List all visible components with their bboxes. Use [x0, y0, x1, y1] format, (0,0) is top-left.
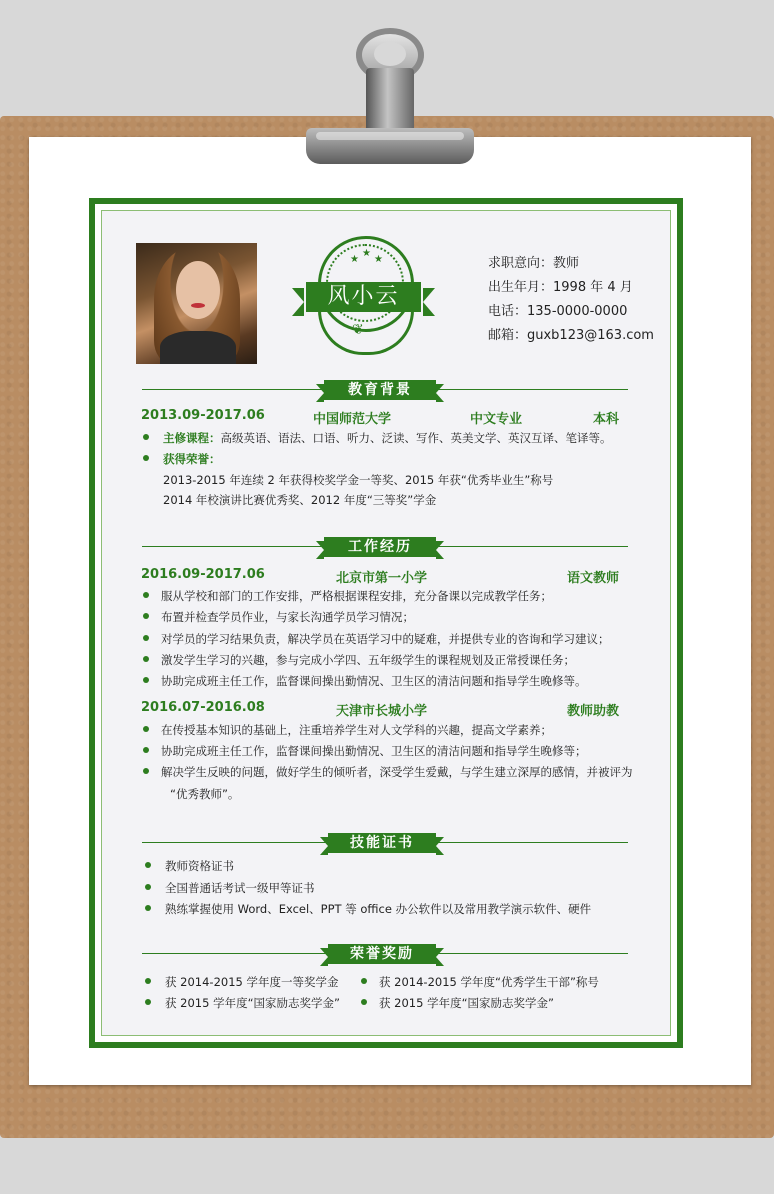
skill-item: 全国普通话考试一级甲等证书 — [165, 881, 315, 895]
bullet-icon — [143, 677, 149, 683]
bullet-icon — [145, 884, 151, 890]
bullet-icon — [143, 455, 149, 461]
job-item: 激发学生学习的兴趣，参与完成小学四、五年级学生的课程规划及正常授课任务； — [161, 653, 575, 667]
profile-photo — [136, 243, 257, 364]
bullet-icon — [145, 978, 151, 984]
bullet-icon — [361, 999, 367, 1005]
bullet-icon — [143, 592, 149, 598]
section-education — [316, 380, 444, 402]
bullet-icon — [145, 862, 151, 868]
section-title: 工作经历 — [324, 537, 436, 557]
bullet-icon — [145, 999, 151, 1005]
job-item: 协助完成班主任工作，监督课间操出勤情况、卫生区的清洁问题和指导学生晚修等。 — [161, 674, 587, 688]
personal-info — [488, 252, 654, 348]
job-item: 在传授基本知识的基础上，注重培养学生对人文学科的兴趣，提高文学素养； — [161, 723, 552, 737]
courses-row — [163, 430, 612, 446]
honor-item: 获 2014-2015 学年度“优秀学生干部”称号 — [379, 975, 599, 989]
birth-date: 出生年月：1998 年 4 月 — [488, 280, 633, 295]
skill-item: 熟练掌握使用 Word、Excel、PPT 等 office 办公软件以及常用教学演示软件、硬件 — [165, 902, 592, 916]
skill-item: 教师资格证书 — [165, 859, 234, 873]
job-item-continuation: “优秀教师”。 — [170, 787, 240, 801]
job-item: 解决学生反映的问题，做好学生的倾听者，深受学生爱戴，与学生建立深厚的感情，并被评为 — [161, 765, 633, 779]
job-item: 协助完成班主任工作，监督课间操出勤情况、卫生区的清洁问题和指导学生晚修等； — [161, 744, 587, 758]
star-icon: ★ — [362, 248, 371, 259]
candidate-name: 风小云 — [327, 284, 400, 309]
education-honor-line: 2014 年校演讲比赛优秀奖、2012 年度“三等奖”学金 — [163, 493, 437, 507]
job-period: 2016.09-2017.06 — [141, 567, 265, 582]
objective: 求职意向：教师 — [488, 256, 580, 271]
job-item: 服从学校和部门的工作安排，严格根据课程安排，充分备课以完成教学任务； — [161, 589, 552, 603]
education-school: 中国师范大学 — [313, 412, 392, 427]
bullet-icon — [145, 905, 151, 911]
bullet-icon — [143, 434, 149, 440]
email: 邮箱：guxb123@163.com — [488, 328, 654, 343]
section-title: 教育背景 — [324, 380, 436, 400]
courses-text: 高级英语、语法、口语、听力、泛读、写作、英美文学、英汉互译、笔译等。 — [220, 431, 612, 445]
section-work — [316, 537, 444, 559]
education-major: 中文专业 — [470, 412, 523, 427]
courses-label: 主修课程： — [163, 431, 221, 445]
star-icon: ★ — [350, 254, 359, 265]
bullet-icon — [361, 978, 367, 984]
job-item: 布置并检查学员作业，与家长沟通学员学习情况； — [161, 610, 414, 624]
job-role: 教师助教 — [567, 704, 620, 719]
bullet-icon — [143, 768, 149, 774]
name-seal — [292, 236, 435, 354]
job-org: 天津市长城小学 — [336, 704, 428, 719]
bullet-icon — [143, 613, 149, 619]
job-item: 对学员的学习结果负责，解决学员在英语学习中的疑难，并提供专业的咨询和学习建议； — [161, 632, 610, 646]
section-title: 荣誉奖励 — [328, 944, 436, 964]
star-icon: ★ — [374, 254, 383, 265]
phone: 电话：135-0000-0000 — [488, 304, 628, 319]
honors-label: 获得荣誉： — [163, 452, 221, 466]
leaf-icon: ❦ — [352, 322, 364, 338]
bullet-icon — [143, 635, 149, 641]
job-period: 2016.07-2016.08 — [141, 700, 265, 715]
education-honor-line: 2013-2015 年连续 2 年获得校奖学金一等奖、2015 年获“优秀毕业生”称号 — [163, 473, 554, 487]
section-honors — [320, 944, 444, 966]
education-degree: 本科 — [593, 412, 620, 427]
education-period: 2013.09-2017.06 — [141, 408, 265, 423]
honor-item: 获 2015 学年度“国家励志奖学金” — [165, 996, 340, 1010]
job-role: 语文教师 — [567, 571, 620, 586]
honor-item: 获 2014-2015 学年度一等奖学金 — [165, 975, 339, 989]
section-title: 技能证书 — [328, 833, 436, 853]
binder-clip-icon — [306, 28, 474, 178]
bullet-icon — [143, 747, 149, 753]
section-skills — [320, 833, 444, 855]
bullet-icon — [143, 726, 149, 732]
job-org: 北京市第一小学 — [336, 571, 428, 586]
bullet-icon — [143, 656, 149, 662]
honor-item: 获 2015 学年度“国家励志奖学金” — [379, 996, 554, 1010]
